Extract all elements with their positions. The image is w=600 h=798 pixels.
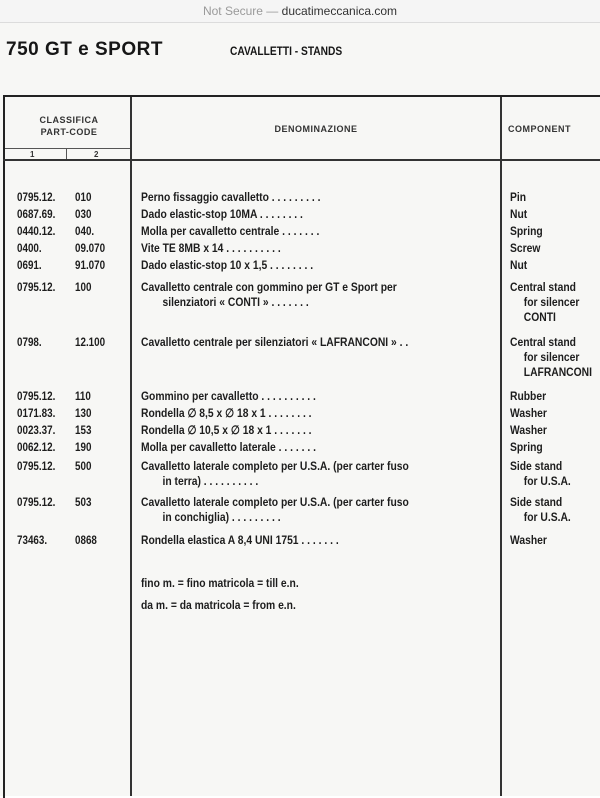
part-component-line: Central stand — [510, 335, 576, 349]
part-description — [141, 440, 451, 455]
header-component: COMPONENT — [508, 124, 571, 134]
part-description-line: Vite TE 8MB x 14 . . . . . . . . . . — [141, 241, 281, 255]
part-component — [510, 335, 600, 380]
part-description-line: Molla per cavalletto centrale . . . . . . . — [141, 224, 320, 238]
part-component-line: for silencer — [523, 295, 580, 309]
part-code-group: 0400. — [17, 241, 42, 255]
part-description — [141, 207, 451, 222]
part-description — [141, 459, 451, 489]
part-description — [141, 224, 451, 239]
part-component — [510, 241, 600, 256]
part-code-group: 0687.69. — [17, 207, 56, 221]
part-code-number: 12.100 — [75, 335, 106, 349]
part-code-number: 0868 — [75, 533, 97, 547]
part-component-line: Nut — [510, 207, 528, 221]
part-component-line: Side stand — [510, 495, 563, 509]
part-component-line: Rubber — [510, 389, 547, 403]
part-component-line: Washer — [510, 533, 547, 547]
part-component — [510, 207, 600, 222]
part-code-group: 0795.12. — [17, 459, 56, 473]
part-code-number: 09.070 — [75, 241, 106, 255]
part-description-line: Rondella ∅ 10,5 x ∅ 18 x 1 . . . . . . . — [141, 423, 312, 437]
part-code-group: 0795.12. — [17, 190, 56, 204]
security-label: Not Secure — — [202, 4, 279, 18]
part-component-line: for U.S.A. — [523, 510, 571, 524]
part-description — [141, 335, 451, 350]
code-subcolumn-2: 2 — [94, 150, 99, 159]
header-code-line2: PART-CODE — [40, 127, 98, 137]
part-component-line: for U.S.A. — [523, 474, 571, 488]
note-line-1: fino m. = fino matricola = till e.n. — [141, 576, 299, 590]
part-component — [510, 224, 600, 239]
part-component-line: Spring — [510, 440, 543, 454]
part-code-group: 73463. — [17, 533, 48, 547]
part-code-group: 0795.12. — [17, 389, 56, 403]
site-host[interactable]: ducatimeccanica.com — [281, 4, 398, 18]
header-denomination: DENOMINAZIONE — [274, 124, 358, 134]
part-component — [510, 389, 600, 404]
part-component — [510, 440, 600, 455]
part-description-line: Perno fissaggio cavalletto . . . . . . . . . — [141, 190, 321, 204]
part-description — [141, 406, 451, 421]
part-code-group: 0798. — [17, 335, 42, 349]
column-divider-denomination — [500, 97, 502, 796]
part-description-line: Dado elastic-stop 10 x 1,5 . . . . . . . . — [141, 258, 314, 272]
part-component-line: Washer — [510, 423, 547, 437]
part-code-number: 500 — [75, 459, 92, 473]
part-code-group: 0795.12. — [17, 280, 56, 294]
column-divider-code — [130, 97, 132, 796]
part-component — [510, 495, 600, 525]
part-component — [510, 258, 600, 273]
code-subheader-divider — [5, 148, 130, 149]
code-subcolumn-1: 1 — [30, 150, 35, 159]
part-description-line: Dado elastic-stop 10MA . . . . . . . . — [141, 207, 303, 221]
part-description — [141, 241, 451, 256]
part-code-group: 0023.37. — [17, 423, 56, 437]
part-description-line: Cavalletto centrale per silenziatori « LAFRANCONI » . . — [141, 335, 409, 349]
part-description-line: Rondella ∅ 8,5 x ∅ 18 x 1 . . . . . . . . — [141, 406, 312, 420]
part-component-line: Pin — [510, 190, 527, 204]
header-divider — [3, 159, 600, 161]
part-component-line: Side stand — [510, 459, 563, 473]
part-component — [510, 459, 600, 489]
part-code-group: 0062.12. — [17, 440, 56, 454]
part-code-number: 153 — [75, 423, 92, 437]
page-title: 750 GT e SPORT — [6, 39, 163, 60]
part-component-line: Washer — [510, 406, 547, 420]
part-component-line: Nut — [510, 258, 528, 272]
part-code-group: 0795.12. — [17, 495, 56, 509]
part-description — [141, 258, 451, 273]
part-code-group: 0171.83. — [17, 406, 56, 420]
part-component-line: Screw — [510, 241, 541, 255]
part-component-line: Central stand — [510, 280, 576, 294]
part-description — [141, 495, 451, 525]
part-description-line: Molla per cavalletto laterale . . . . . . . — [141, 440, 316, 454]
part-component-line: Spring — [510, 224, 543, 238]
part-description-line: in terra) . . . . . . . . . . — [162, 474, 259, 488]
part-description — [141, 389, 451, 404]
part-description-line: Cavalletto laterale completo per U.S.A. (per carter fuso — [141, 459, 409, 473]
part-description-line: Cavalletto laterale completo per U.S.A. (per carter fuso — [141, 495, 409, 509]
part-component-line: LAFRANCONI — [523, 365, 592, 379]
part-code-number: 130 — [75, 406, 92, 420]
part-component — [510, 280, 600, 325]
part-component — [510, 533, 600, 548]
header-part-code — [10, 114, 128, 138]
part-component-line: for silencer — [523, 350, 580, 364]
part-description — [141, 190, 451, 205]
part-description-line: silenziatori « CONTI » . . . . . . . — [162, 295, 309, 309]
part-code-number: 110 — [75, 389, 91, 403]
part-component-line: CONTI — [523, 310, 556, 324]
section-subtitle: CAVALLETTI - STANDS — [230, 44, 343, 58]
part-description — [141, 533, 451, 548]
part-description — [141, 280, 451, 310]
part-code-group: 0691. — [17, 258, 42, 272]
part-description-line: Gommino per cavalletto . . . . . . . . . . — [141, 389, 316, 403]
part-component — [510, 406, 600, 421]
part-code-number: 010 — [75, 190, 92, 204]
part-component — [510, 190, 600, 205]
browser-url-bar[interactable] — [0, 0, 600, 23]
part-code-number: 040. — [75, 224, 95, 238]
code-subheader-tick — [66, 149, 67, 159]
note-line-2: da m. = da matricola = from e.n. — [141, 598, 296, 612]
part-description-line: Cavalletto centrale con gommino per GT e Sport per — [141, 280, 397, 294]
part-component — [510, 423, 600, 438]
part-code-number: 030 — [75, 207, 92, 221]
part-code-number: 100 — [75, 280, 92, 294]
part-code-number: 503 — [75, 495, 92, 509]
part-description-line: Rondella elastica A 8,4 UNI 1751 . . . . . . . — [141, 533, 339, 547]
part-code-group: 0440.12. — [17, 224, 56, 238]
part-description — [141, 423, 451, 438]
part-code-number: 91.070 — [75, 258, 106, 272]
header-code-line1: CLASSIFICA — [39, 115, 99, 125]
part-code-number: 190 — [75, 440, 92, 454]
part-description-line: in conchiglia) . . . . . . . . . — [162, 510, 281, 524]
